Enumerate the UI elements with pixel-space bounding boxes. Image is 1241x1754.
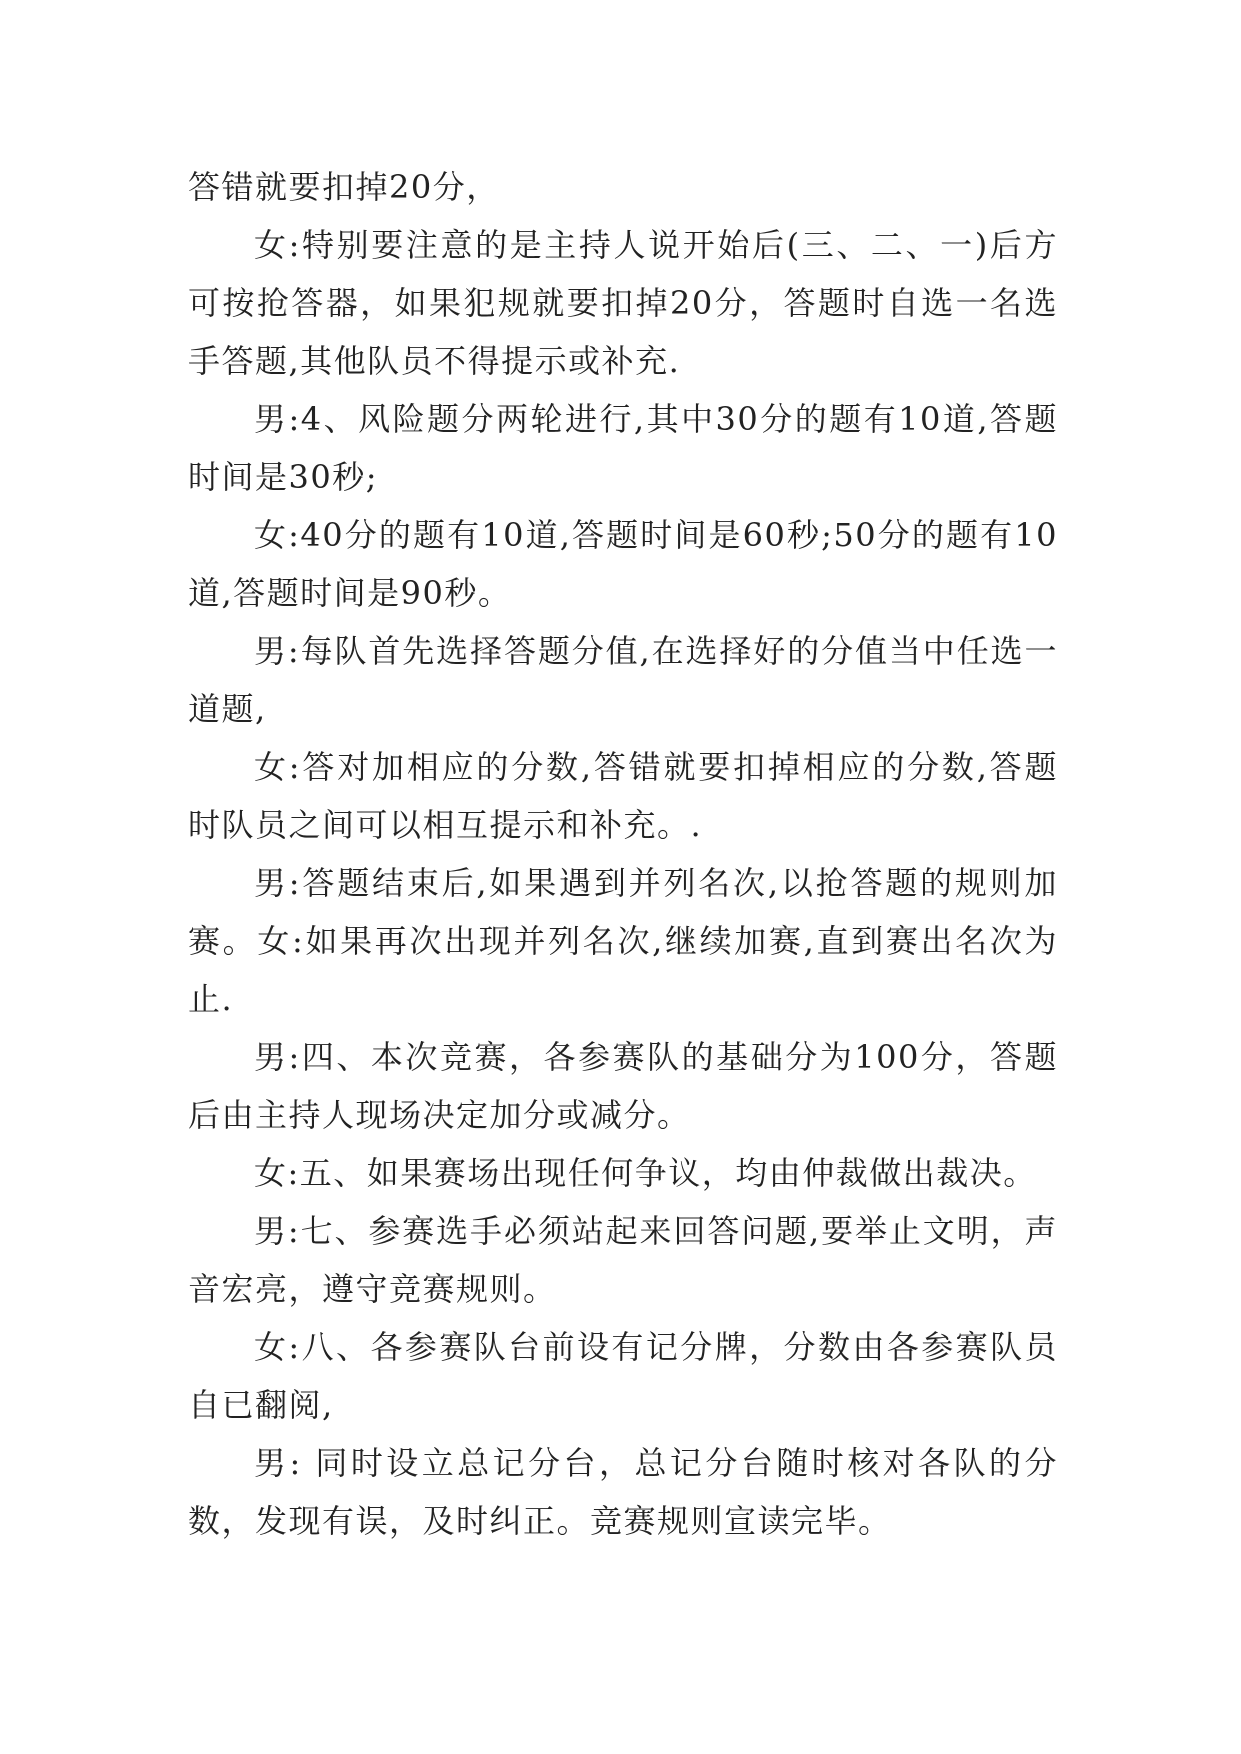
- paragraph: 女:40分的题有10道,答题时间是60秒;50分的题有10道,答题时间是90秒。: [188, 516, 1058, 612]
- paragraph: 女:特别要注意的是主持人说开始后(三、二、一)后方可按抢答器，如果犯规就要扣掉20分，答题时自选一名选手答题,其他队员不得提示或补充.: [188, 226, 1058, 380]
- paragraph: 男: 同时设立总记分台，总记分台随时核对各队的分数，发现有误，及时纠正。竞赛规则宣读完毕。: [188, 1444, 1058, 1540]
- paragraph: 男:四、本次竞赛，各参赛队的基础分为100分，答题后由主持人现场决定加分或减分。: [188, 1038, 1058, 1134]
- paragraph: 男:4、风险题分两轮进行,其中30分的题有10道,答题时间是30秒;: [188, 400, 1058, 496]
- document-body: [188, 158, 1058, 1550]
- paragraph: 答错就要扣掉20分，: [188, 168, 500, 206]
- paragraph: 女:五、如果赛场出现任何争议，均由仲裁做出裁决。: [254, 1154, 1037, 1192]
- paragraph: 女:八、各参赛队台前设有记分牌，分数由各参赛队员自已翻阅,: [188, 1328, 1058, 1424]
- paragraph: 男:答题结束后,如果遇到并列名次,以抢答题的规则加赛。女:如果再次出现并列名次,继续加赛,直到赛出名次为止.: [188, 864, 1058, 1018]
- paragraph: 男:七、参赛选手必须站起来回答问题,要举止文明，声音宏亮，遵守竞赛规则。: [188, 1212, 1058, 1308]
- paragraph: 男:每队首先选择答题分值,在选择好的分值当中任选一道题,: [188, 632, 1058, 728]
- paragraph: 女:答对加相应的分数,答错就要扣掉相应的分数,答题时队员之间可以相互提示和补充。.: [188, 748, 1058, 844]
